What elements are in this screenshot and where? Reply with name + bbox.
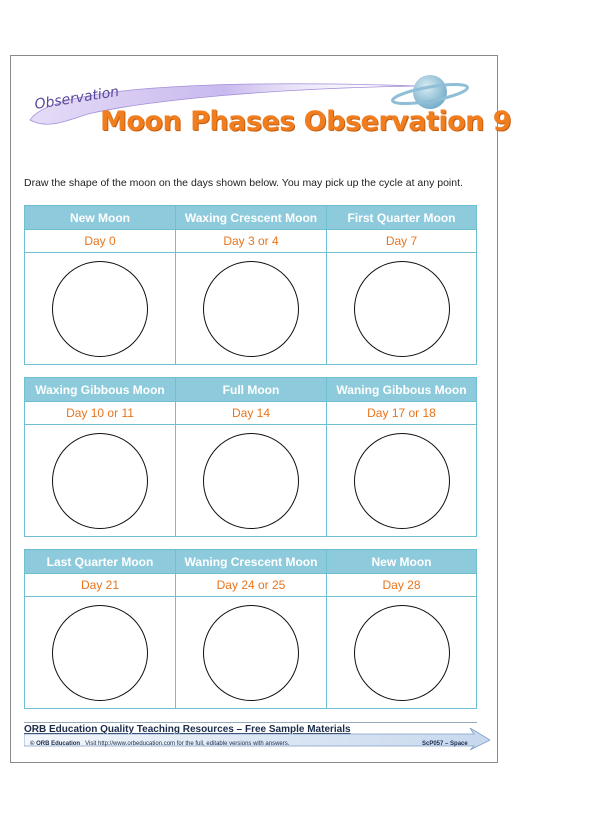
phase-cell xyxy=(176,206,327,364)
drawing-area[interactable] xyxy=(327,597,476,708)
phase-cell xyxy=(327,378,476,536)
phase-name: Waning Crescent Moon xyxy=(176,550,326,574)
phase-name: Waning Gibbous Moon xyxy=(327,378,476,402)
phase-cell xyxy=(176,378,327,536)
phase-name: New Moon xyxy=(25,206,175,230)
phase-cell xyxy=(327,550,476,708)
phase-name: Waxing Gibbous Moon xyxy=(25,378,175,402)
phase-name: Waxing Crescent Moon xyxy=(176,206,326,230)
phase-day: Day 28 xyxy=(327,574,476,597)
phase-cell xyxy=(25,378,176,536)
moon-outline xyxy=(52,261,148,357)
phase-day: Day 21 xyxy=(25,574,175,597)
phase-name: First Quarter Moon xyxy=(327,206,476,230)
resource-code: ScP057 – Space xyxy=(422,741,468,747)
phase-day: Day 24 or 25 xyxy=(176,574,326,597)
phase-name: Full Moon xyxy=(176,378,326,402)
visit-text: Visit http://www.orbeducation.com for the full, editable versions with answers. xyxy=(85,741,290,747)
drawing-area[interactable] xyxy=(176,425,326,536)
phase-cell xyxy=(25,206,176,364)
moon-outline xyxy=(203,605,299,701)
phase-day: Day 10 or 11 xyxy=(25,402,175,425)
phase-name: New Moon xyxy=(327,550,476,574)
moon-outline xyxy=(52,433,148,529)
phase-day: Day 14 xyxy=(176,402,326,425)
planet-icon xyxy=(391,75,468,109)
moon-outline xyxy=(354,261,450,357)
drawing-area[interactable] xyxy=(176,253,326,364)
phase-day: Day 17 or 18 xyxy=(327,402,476,425)
phase-cell xyxy=(176,550,327,708)
moon-outline xyxy=(203,433,299,529)
page-title: Moon Phases Observation 9 xyxy=(100,106,512,137)
phase-day: Day 3 or 4 xyxy=(176,230,326,253)
drawing-area[interactable] xyxy=(25,253,175,364)
moon-outline xyxy=(354,433,450,529)
drawing-area[interactable] xyxy=(176,597,326,708)
footer-copyright xyxy=(30,741,289,747)
phase-day: Day 7 xyxy=(327,230,476,253)
footer-title: ORB Education Quality Teaching Resources – Free Sample Materials xyxy=(24,724,351,735)
copyright-text: © ORB Education xyxy=(30,741,81,747)
phase-row-2 xyxy=(24,377,477,537)
drawing-area[interactable] xyxy=(327,253,476,364)
phase-name: Last Quarter Moon xyxy=(25,550,175,574)
phase-day: Day 0 xyxy=(25,230,175,253)
moon-outline xyxy=(52,605,148,701)
phase-cell xyxy=(25,550,176,708)
drawing-area[interactable] xyxy=(25,597,175,708)
observation-tag: Observation xyxy=(33,83,121,113)
phase-cell xyxy=(327,206,476,364)
moon-outline xyxy=(203,261,299,357)
instructions-text: Draw the shape of the moon on the days shown below. You may pick up the cycle at any point. xyxy=(24,177,463,189)
drawing-area[interactable] xyxy=(25,425,175,536)
phase-row-3 xyxy=(24,549,477,709)
footer-divider xyxy=(24,722,477,723)
phase-row-1 xyxy=(24,205,477,365)
moon-outline xyxy=(354,605,450,701)
drawing-area[interactable] xyxy=(327,425,476,536)
